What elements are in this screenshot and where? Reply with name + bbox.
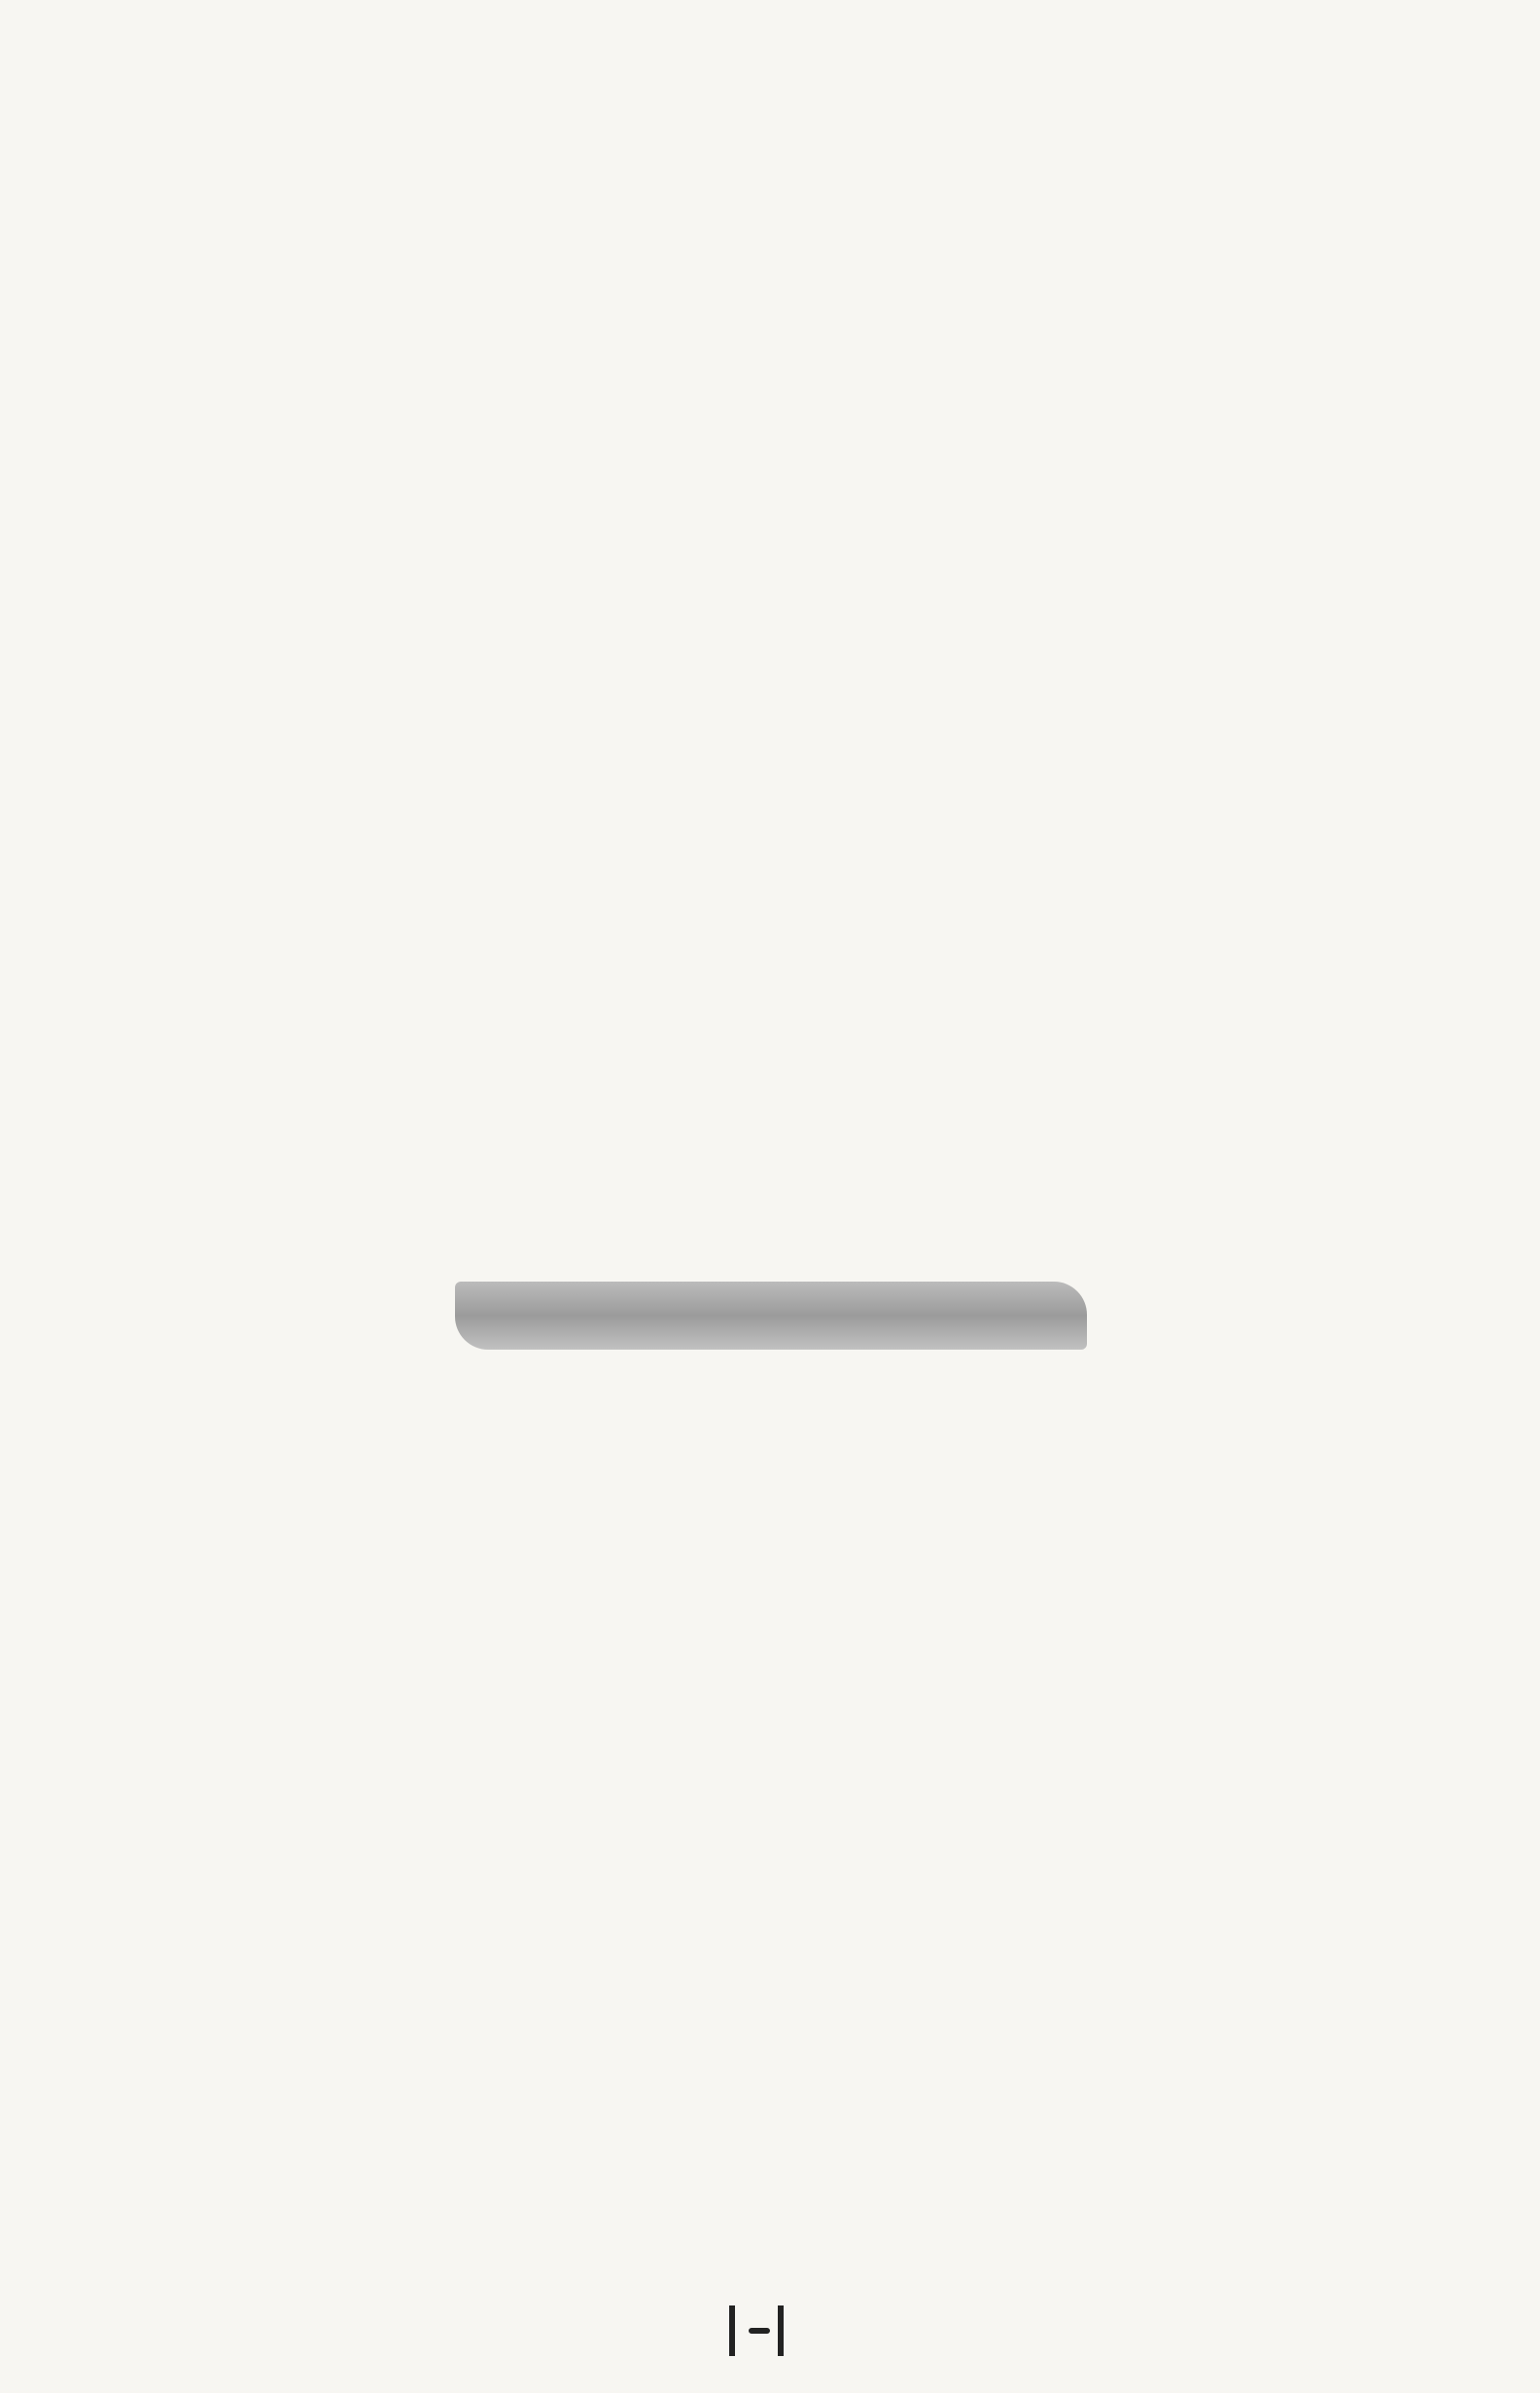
footer-bar-left (729, 2305, 735, 2356)
footer-bar-right (778, 2305, 784, 2356)
page-footer (586, 2303, 927, 2359)
page-number (749, 2328, 770, 2334)
part-banner (455, 1282, 1087, 1350)
